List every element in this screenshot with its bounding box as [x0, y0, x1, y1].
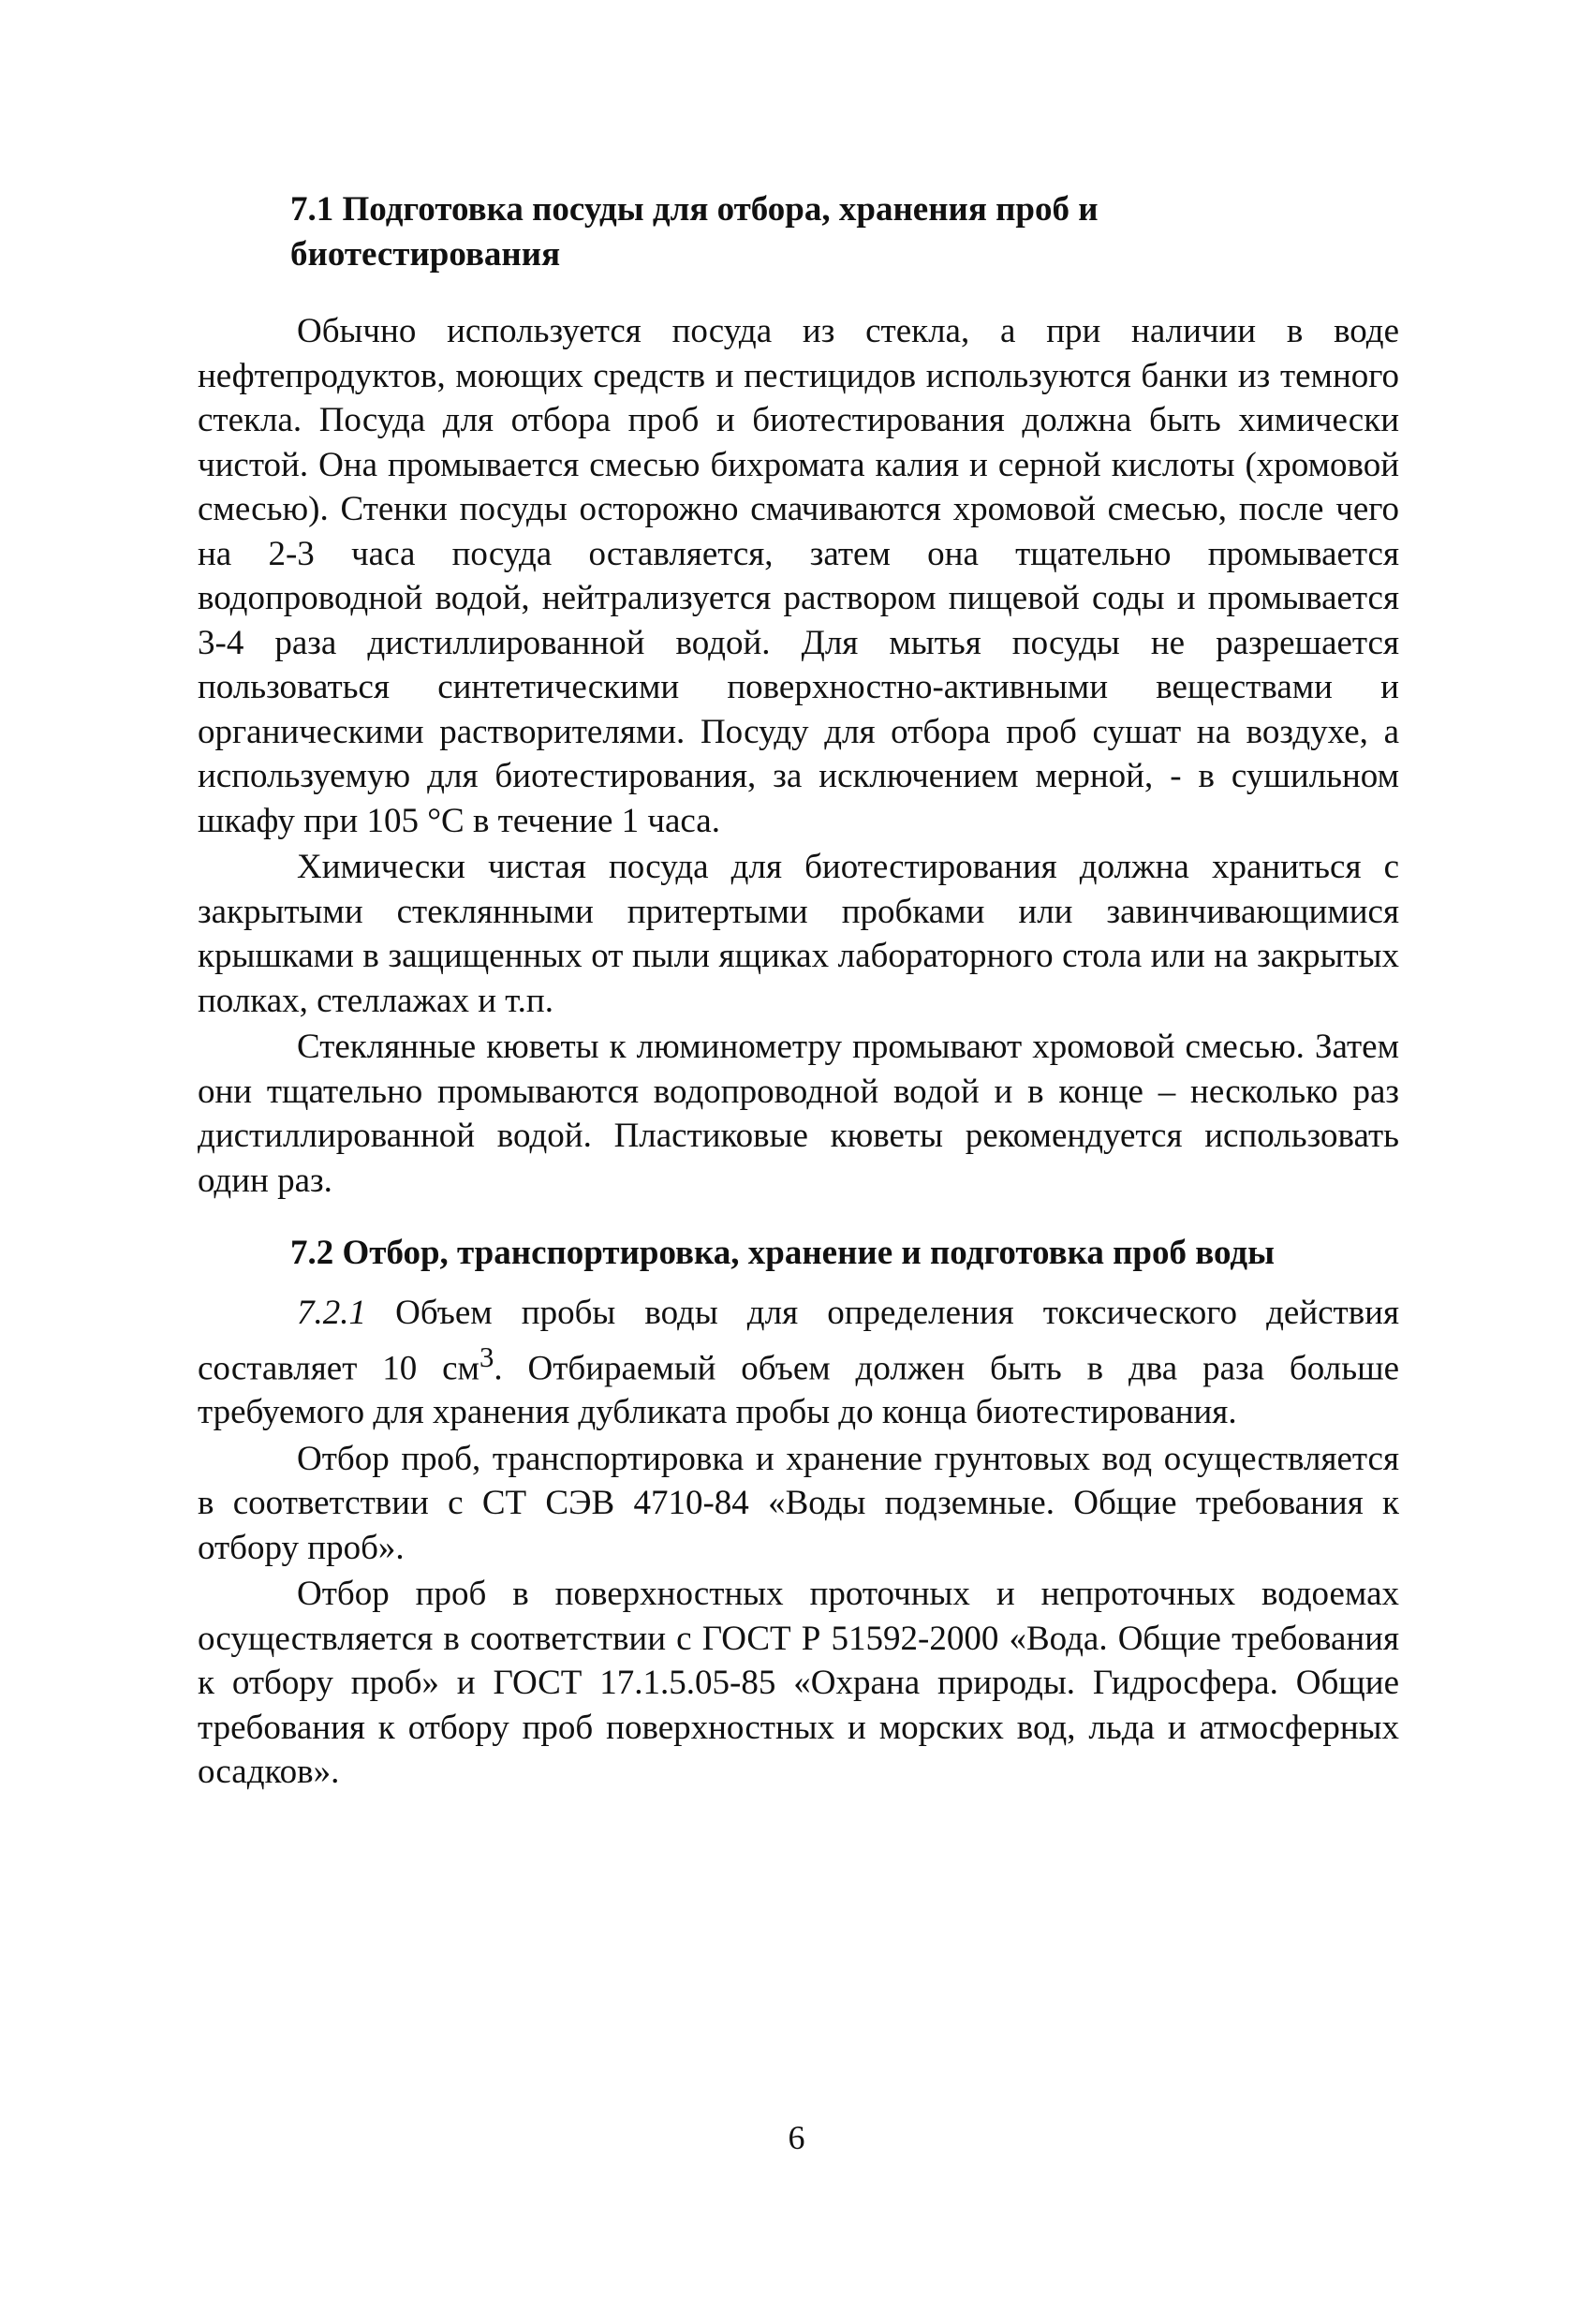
page-number: 6: [788, 2119, 805, 2156]
clause-number: 7.2.1: [297, 1294, 366, 1332]
section-7-1-heading: 7.1 Подготовка посуды для отбора, хранения проб и биотестирования: [290, 190, 1099, 274]
section-7-2-heading: 7.2 Отбор, транспортировка, хранение и подготовка проб воды: [290, 1234, 1276, 1272]
section-7-1-paragraph-3: Стеклянные кюветы к люминометру промывают хромовой смесью. Затем они тщательно промываются водопроводной водой и в конце – несколько раз дистиллированной водой. Пластиковые кюветы рекомендуется использовать один раз.: [198, 1028, 1399, 1200]
superscript-exponent: 3: [479, 1340, 494, 1373]
section-7-2-paragraph-2: Отбор проб, транспортировка и хранение грунтовых вод осуществляется в соответствии с СТ СЭВ 4710-84 «Воды подземные. Общие требования к отбору проб».: [198, 1439, 1399, 1567]
page-content: [198, 187, 1399, 1795]
section-7-1-paragraph-1: Обычно используется посуда из стекла, а при наличии в воде нефтепродуктов, моющих средств и пестицидов используются банки из темного стекла. Посуда для отбора проб и биотестирования должна быть химически чистой. Она промывается смесью бихромата калия и серной кислоты (хромовой смесью). Стенки посуды осторожно смачиваются хромовой смесью, после чего на 2-3 часа посуда оставляется, затем она тщательно промывается водопроводной водой, нейтрализуется раствором пищевой соды и промывается 3-4 раза дистиллированной водой. Для мытья посуды не разрешается пользоваться синтетическими поверхностно-активными веществами и органическими растворителями. Посуду для отбора проб сушат на воздухе, а используемую для биотестирования, за исключением мерной, - в сушильном шкафу при 105 °С в течение 1 часа.: [198, 312, 1399, 840]
section-7-1-paragraph-2: Химически чистая посуда для биотестирования должна храниться с закрытыми стеклянными притертыми пробками или завинчивающимися крышками в защищенных от пыли ящиках лабораторного стола или на закрытых полках, стеллажах и т.п.: [198, 848, 1399, 1020]
section-7-2-paragraph-3: Отбор проб в поверхностных проточных и непроточных водоемах осуществляется в соответствии с ГОСТ Р 51592-2000 «Вода. Общие требования к отбору проб» и ГОСТ 17.1.5.05-85 «Охрана природы. Гидросфера. Общие требования к отбору проб поверхностных и морских вод, льда и атмосферных осадков».: [198, 1575, 1399, 1792]
clause-text-part-1: Объем пробы воды для определения токсического действия составляет 10 см: [198, 1294, 1399, 1387]
clause-text-part-2: . Отбираемый объем должен быть в два раза больше требуемого для хранения дубликата пробы до конца биотестирования.: [198, 1348, 1399, 1432]
section-7-2-1-paragraph: [198, 1291, 1399, 1435]
